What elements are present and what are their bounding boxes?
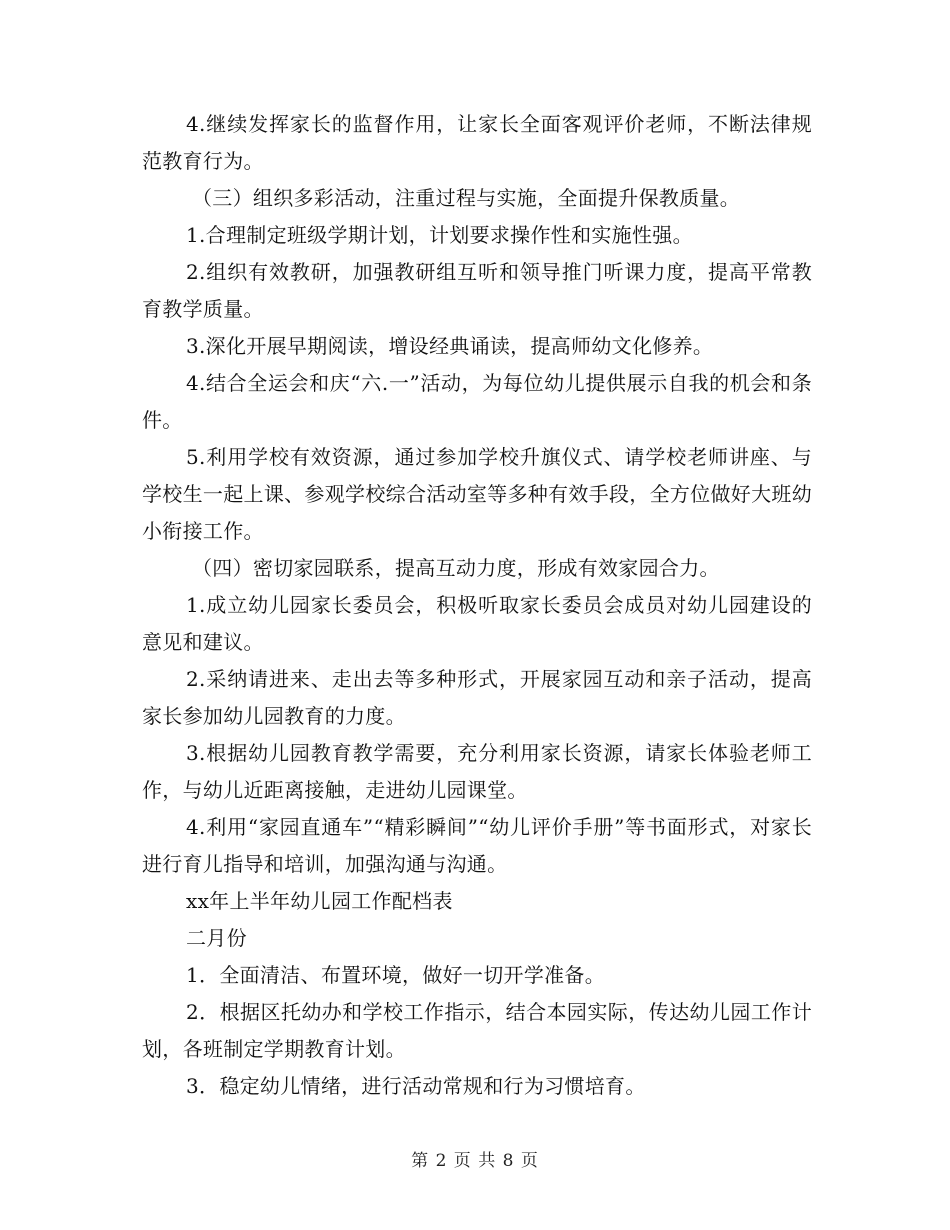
document-body	[142, 106, 812, 1105]
paragraph-8: 2.采纳请进来、走出去等多种形式，开展家园互动和亲子活动，提高家长参加幼儿园教育的力度。	[142, 667, 812, 728]
section-heading-4: （四）密切家园联系，提高互动力度，形成有效家园合力。	[192, 556, 720, 580]
schedule-item-3: 3．稳定幼儿情绪，进行活动常规和行为习惯培育。	[186, 1074, 646, 1098]
section-heading-3: （三）组织多彩活动，注重过程与实施，全面提升保教质量。	[192, 186, 741, 210]
month-heading: 二月份	[186, 926, 247, 950]
paragraph-3: 2.组织有效教研，加强教研组互听和领导推门听课力度，提高平常教育教学质量。	[142, 260, 812, 321]
schedule-item-2: 2．根据区托幼办和学校工作指示，结合本园实际，传达幼儿园工作计划，各班制定学期教育计划。	[142, 1000, 812, 1061]
paragraph-6: 5.利用学校有效资源，通过参加学校升旗仪式、请学校老师讲座、与学校生一起上课、参观学校综合活动室等多种有效手段，全方位做好大班幼小衔接工作。	[142, 445, 812, 543]
paragraph-9: 3.根据幼儿园教育教学需要，充分利用家长资源，请家长体验老师工作，与幼儿近距离接触，走进幼儿园课堂。	[142, 741, 812, 802]
paragraph-7: 1.成立幼儿园家长委员会，积极听取家长委员会成员对幼儿园建设的意见和建议。	[142, 593, 812, 654]
paragraph-10: 4.利用“家园直通车”“精彩瞬间”“幼儿评价手册”等书面形式，对家长进行育儿指导和培训，加强沟通与沟通。	[142, 815, 812, 876]
paragraph-5: 4.结合全运会和庆“六.一”活动，为每位幼儿提供展示自我的机会和条件。	[142, 371, 812, 432]
schedule-title: xx年上半年幼儿园工作配档表	[186, 889, 453, 913]
paragraph-2: 1.合理制定班级学期计划，计划要求操作性和实施性强。	[186, 223, 693, 247]
page-number-footer: 第 2 页 共 8 页	[411, 1151, 539, 1171]
schedule-item-1: 1．全面清洁、布置环境，做好一切开学准备。	[186, 963, 606, 987]
paragraph-1: 4.继续发挥家长的监督作用，让家长全面客观评价老师，不断法律规范教育行为。	[142, 112, 812, 173]
paragraph-4: 3.深化开展早期阅读，增设经典诵读，提高师幼文化修养。	[186, 334, 714, 358]
